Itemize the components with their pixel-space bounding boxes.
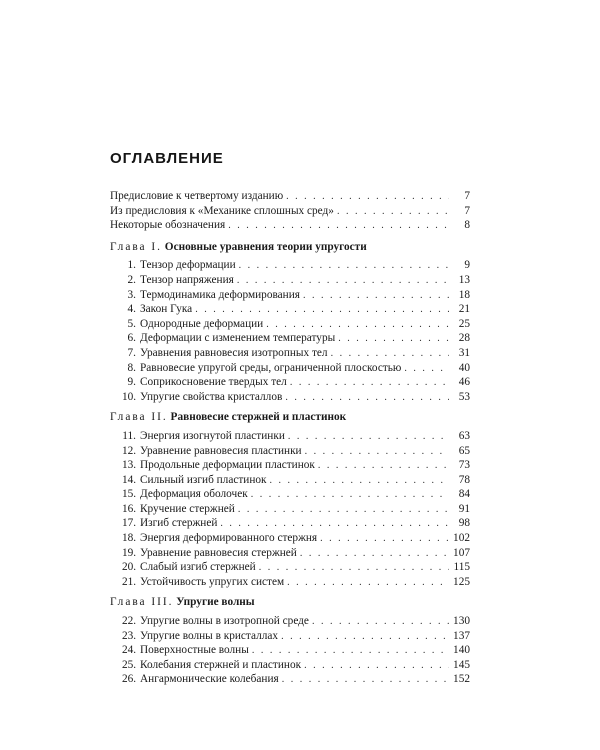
entry-label: Упругие свойства кристаллов (140, 390, 283, 403)
leader-dots (282, 673, 449, 688)
toc-entry[interactable] (110, 375, 470, 390)
section-number: 19. (122, 546, 137, 559)
toc-entry[interactable] (110, 204, 470, 219)
entry-page: 73 (458, 459, 470, 472)
entry-label: Кручение стержней (140, 502, 235, 515)
leader-dots (288, 430, 449, 445)
chapter-heading[interactable] (110, 240, 470, 255)
toc-entry[interactable] (110, 473, 470, 488)
toc-entry[interactable] (110, 487, 470, 502)
entry-label-group (122, 658, 301, 673)
entry-page: 152 (453, 673, 470, 686)
toc-entry[interactable] (110, 614, 470, 629)
toc-entry[interactable] (110, 643, 470, 658)
toc-entry[interactable] (110, 658, 470, 673)
leader-dots (300, 547, 449, 562)
section-number: 2. (127, 273, 136, 286)
chapter-name: Равновесие стержней и пластинок (170, 411, 347, 424)
entry-label-group (122, 473, 267, 488)
entry-page: 140 (453, 644, 470, 657)
section-number: 20. (122, 561, 137, 574)
toc-entry[interactable] (110, 346, 470, 361)
chapter-block (110, 240, 470, 405)
entry-label: Из предисловия к «Механике сплошных сред» (110, 204, 334, 217)
section-number: 16. (122, 502, 137, 515)
entry-page: 102 (453, 532, 470, 545)
entry-page: 107 (453, 546, 470, 559)
leader-dots (318, 459, 449, 474)
leader-dots (239, 259, 449, 274)
section-number: 7. (127, 346, 136, 359)
entry-page: 145 (453, 658, 470, 671)
leader-dots (270, 474, 449, 489)
entry-page: 13 (458, 273, 470, 286)
entry-label-group (122, 361, 401, 376)
entry-label: Однородные деформации (140, 317, 264, 330)
toc-entry[interactable] (110, 189, 470, 204)
entry-label-group (122, 288, 300, 303)
leader-dots (337, 205, 449, 220)
toc-entry[interactable] (110, 531, 470, 546)
leader-dots (237, 274, 449, 289)
entry-page: 84 (458, 488, 470, 501)
toc-entry[interactable] (110, 288, 470, 303)
toc-entry[interactable] (110, 361, 470, 376)
toc-entry[interactable] (110, 429, 470, 444)
section-number: 25. (122, 658, 137, 671)
entry-label: Предисловие к четвертому изданию (110, 190, 284, 202)
leader-dots (281, 630, 449, 645)
front-matter (110, 189, 470, 233)
section-number: 24. (122, 644, 137, 657)
section-number: 11. (122, 429, 136, 442)
entry-page: 25 (458, 317, 470, 330)
entry-page: 125 (453, 575, 470, 588)
entry-label-group (122, 273, 234, 288)
entry-label: Закон Гука (140, 303, 193, 316)
chapter-heading[interactable] (110, 595, 470, 610)
entry-label-group (122, 331, 335, 346)
leader-dots (320, 532, 449, 547)
leader-dots (220, 517, 449, 532)
entry-label-group (122, 502, 235, 517)
entry-label-group (122, 375, 287, 390)
entry-page: 65 (458, 444, 470, 457)
toc-entry[interactable] (110, 444, 470, 459)
entry-label-group (122, 258, 236, 273)
chapter-name: Основные уравнения теории упругости (164, 240, 367, 253)
leader-dots (285, 391, 449, 406)
entry-label: Энергия изогнутой пластинки (140, 429, 285, 442)
section-number: 12. (122, 444, 137, 457)
leader-dots (228, 219, 449, 234)
entry-label: Деформация оболочек (140, 488, 248, 501)
toc-title: ОГЛАВЛЕНИЕ (110, 150, 224, 167)
leader-dots (251, 488, 449, 503)
entry-label: Изгиб стержней (140, 517, 218, 530)
entry-page: 8 (464, 219, 470, 232)
entry-label-group (122, 629, 278, 644)
section-number: 13. (122, 459, 137, 472)
section-number: 5. (127, 317, 136, 330)
entry-label: Уравнения равновесия изотропных тел (140, 346, 328, 359)
leader-dots (290, 376, 449, 391)
entry-page: 78 (458, 473, 470, 486)
entry-page: 91 (458, 502, 470, 515)
entry-label: Равновесие упругой среды, ограниченной плоскостью (140, 361, 402, 374)
entry-page: 46 (458, 376, 470, 389)
section-number: 1. (127, 259, 136, 272)
toc-entry[interactable] (110, 317, 470, 332)
entry-label: Ангармонические колебания (140, 673, 279, 686)
entry-page: 98 (458, 517, 470, 530)
leader-dots (259, 561, 449, 576)
entry-label: Устойчивость упругих систем (140, 575, 285, 588)
leader-dots (287, 576, 449, 591)
leader-dots (303, 289, 449, 304)
entry-label: Тензор напряжения (140, 273, 234, 286)
section-number: 17. (122, 517, 137, 530)
entry-page: 7 (464, 190, 470, 202)
toc-entry[interactable] (110, 502, 470, 517)
leader-dots (331, 347, 449, 362)
entry-page: 7 (464, 204, 470, 217)
entry-label-group (122, 516, 217, 531)
toc-entry[interactable] (110, 331, 470, 346)
chapter-prefix: Глава II. (110, 411, 168, 424)
entry-label: Деформации с изменением температуры (140, 332, 336, 345)
entry-page: 115 (453, 561, 470, 574)
entry-label-group (122, 487, 248, 502)
entry-label-group (122, 302, 192, 317)
leader-dots (305, 445, 449, 460)
entry-label: Соприкосновение твердых тел (140, 376, 287, 389)
chapter-block (110, 595, 470, 687)
entry-label-group (122, 317, 263, 332)
section-number: 3. (127, 288, 136, 301)
section-number: 26. (122, 673, 137, 686)
entry-label: Упругие волны в изотропной среде (140, 615, 309, 628)
entry-label: Упругие волны в кристаллах (140, 629, 279, 642)
entry-label-group (122, 546, 297, 561)
entry-label: Колебания стержней и пластинок (140, 658, 302, 671)
entry-page: 137 (453, 629, 470, 642)
entry-page: 130 (453, 615, 470, 628)
toc-entry[interactable] (110, 560, 470, 575)
chapter-block (110, 410, 470, 589)
leader-dots (312, 615, 449, 630)
entry-label-group (122, 346, 328, 361)
toc-entry[interactable] (110, 302, 470, 317)
toc-entry[interactable] (110, 390, 470, 405)
toc-entry[interactable] (110, 273, 470, 288)
section-number: 18. (122, 532, 137, 545)
leader-dots (195, 303, 449, 318)
entry-page: 63 (458, 429, 470, 442)
entry-label-group (122, 560, 256, 575)
section-number: 15. (122, 488, 137, 501)
leader-dots (404, 362, 449, 377)
section-number: 22. (122, 615, 137, 628)
chapters-list (110, 240, 470, 687)
entry-page: 21 (458, 303, 470, 316)
toc-entry[interactable] (110, 218, 470, 233)
entry-page: 31 (458, 346, 470, 359)
section-number: 14. (122, 473, 137, 486)
entry-label: Поверхностные волны (140, 644, 249, 657)
entry-label: Тензор деформации (140, 259, 236, 272)
leader-dots (252, 644, 449, 659)
entry-page: 28 (458, 332, 470, 345)
chapter-prefix: Глава I. (110, 240, 162, 253)
entry-label-group (122, 531, 317, 546)
entry-label: Слабый изгиб стержней (140, 561, 256, 574)
toc-entry[interactable] (110, 258, 470, 273)
entry-label: Энергия деформированного стержня (140, 532, 318, 545)
entry-label: Продольные деформации пластинок (140, 459, 315, 472)
entry-page: 40 (458, 361, 470, 374)
chapter-heading[interactable] (110, 410, 470, 425)
leader-dots (266, 318, 449, 333)
entry-label-group (122, 458, 315, 473)
entry-page: 53 (458, 390, 470, 403)
entry-label: Сильный изгиб пластинок (140, 473, 267, 486)
section-number: 8. (127, 361, 136, 374)
entry-page: 18 (458, 288, 470, 301)
leader-dots (286, 190, 449, 205)
section-number: 23. (122, 629, 137, 642)
section-number: 21. (122, 575, 137, 588)
entry-label-group (122, 429, 285, 444)
section-number: 9. (127, 376, 136, 389)
section-number: 6. (127, 332, 136, 345)
leader-dots (304, 659, 449, 674)
entry-label-group (122, 390, 282, 405)
chapter-name: Упругие волны (176, 596, 255, 609)
leader-dots (338, 332, 449, 347)
chapter-prefix: Глава III. (110, 596, 174, 609)
table-of-contents (110, 150, 470, 693)
entry-label-group (122, 643, 249, 658)
entry-label-group (122, 444, 302, 459)
toc-entry[interactable] (110, 546, 470, 561)
toc-entry[interactable] (110, 629, 470, 644)
toc-entry[interactable] (110, 672, 470, 687)
entry-label-group (122, 614, 309, 629)
entry-page: 9 (464, 259, 470, 272)
entry-label: Уравнение равновесия стержней (140, 546, 297, 559)
entry-label: Уравнение равновесия пластинки (140, 444, 302, 457)
toc-entry[interactable] (110, 458, 470, 473)
entry-label-group (122, 672, 279, 687)
entry-label: Некоторые обозначения (110, 219, 226, 232)
section-number: 4. (127, 303, 136, 316)
toc-entry[interactable] (110, 516, 470, 531)
section-number: 10. (122, 390, 137, 403)
entry-label: Термодинамика деформирования (140, 288, 300, 301)
toc-entry[interactable] (110, 575, 470, 590)
leader-dots (238, 503, 449, 518)
entry-label-group (122, 575, 284, 590)
